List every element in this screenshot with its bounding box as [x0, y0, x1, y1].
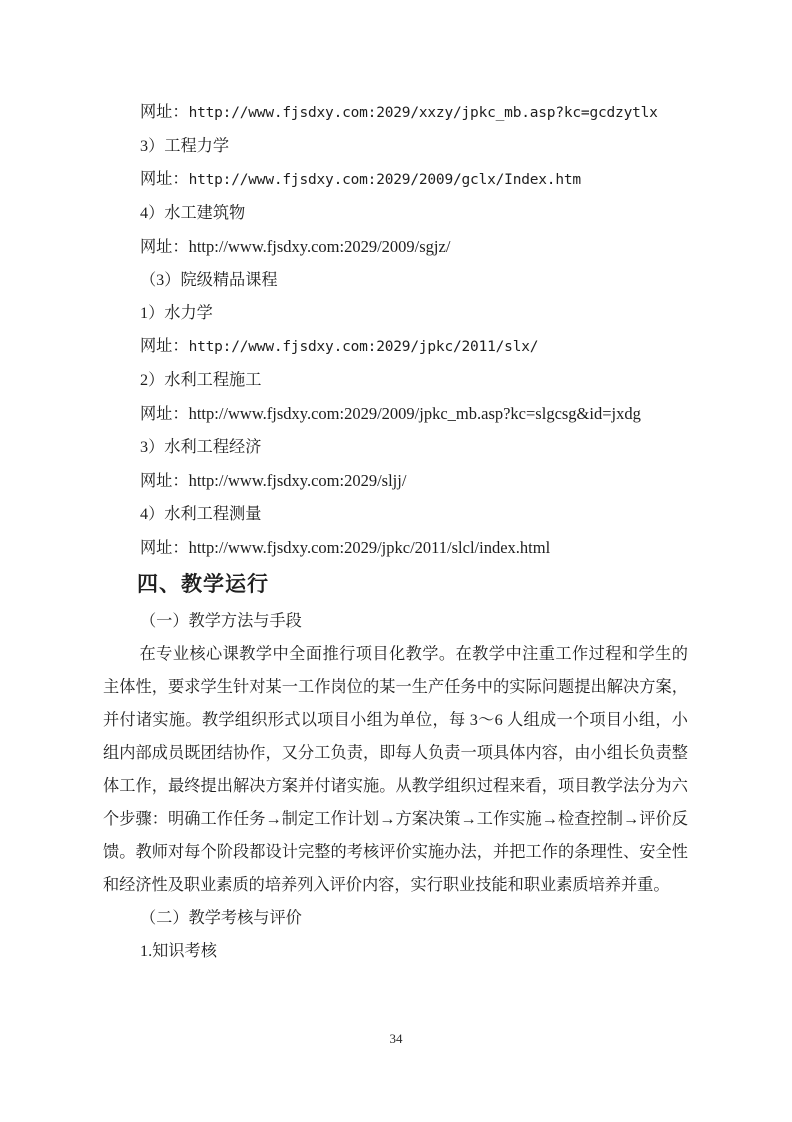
url-label: 网址： — [140, 238, 189, 256]
course-item: 4）水工建筑物 — [140, 204, 246, 222]
url-label: 网址： — [140, 539, 189, 557]
section-heading: 四、教学运行 — [137, 573, 269, 596]
url-line — [103, 464, 688, 498]
course-item: 3）工程力学 — [140, 137, 230, 155]
body-paragraph: 在专业核心课教学中全面推行项目化教学。在教学中注重工作过程和学生的主体性，要求学生针对某一工作岗位的某一生产任务中的实际问题提出解决方案，并付诸实施。教学组织形式以项目小组为单位，每 3～6 人组成一个项目小组，小组内部成员既团结协作，又分工负责，即每人负责一项具体内容，由小组长负责整体工作，最终提出解决方案并付诸实施。从教学组织过程来看，项目教学法分为六个步骤：明确工作任务→制定工作计划→方案决策→工作实施→检查控制→评价反馈。教师对每个阶段都设计完整的考核评价实施办法，并把工作的条理性、安全性和经济性及职业素质的培养列入评价内容，实行职业技能和职业素质培养并重。 — [103, 645, 688, 894]
course-item: 3）水利工程经济 — [140, 438, 262, 456]
url-label: 网址： — [140, 337, 189, 355]
url-text: http://www.fjsdxy.com:2029/jpkc/2011/slx/ — [188, 339, 539, 355]
url-line — [103, 96, 688, 130]
course-item: 1）水力学 — [140, 304, 213, 322]
url-line — [103, 230, 688, 264]
page-number: 34 — [389, 1031, 403, 1046]
url-label: 网址： — [140, 472, 189, 490]
subsection-heading: （二）教学考核与评价 — [140, 909, 302, 927]
url-line — [103, 397, 688, 431]
url-text: http://www.fjsdxy.com:2029/sljj/ — [188, 471, 407, 490]
subsection-heading: 1.知识考核 — [140, 942, 217, 960]
url-text: http://www.fjsdxy.com:2029/jpkc/2011/slcl/index.html — [188, 538, 551, 557]
url-text: http://www.fjsdxy.com:2029/2009/jpkc_mb.asp?kc=slgcsg&id=jxdg — [188, 404, 641, 423]
url-line — [103, 330, 688, 364]
url-line — [103, 531, 688, 565]
url-label: 网址： — [140, 405, 189, 423]
section-item: （3）院级精品课程 — [140, 271, 278, 289]
subsection-heading: （一）教学方法与手段 — [140, 612, 302, 630]
url-line — [103, 163, 688, 197]
course-item: 4）水利工程测量 — [140, 505, 262, 523]
url-text: http://www.fjsdxy.com:2029/2009/sgjz/ — [188, 237, 451, 256]
url-text: http://www.fjsdxy.com:2029/2009/gclx/Index.htm — [188, 172, 581, 188]
url-text: http://www.fjsdxy.com:2029/xxzy/jpkc_mb.asp?kc=gcdzytlx — [188, 105, 658, 121]
url-label: 网址： — [140, 170, 189, 188]
course-item: 2）水利工程施工 — [140, 371, 262, 389]
url-label: 网址： — [140, 103, 189, 121]
